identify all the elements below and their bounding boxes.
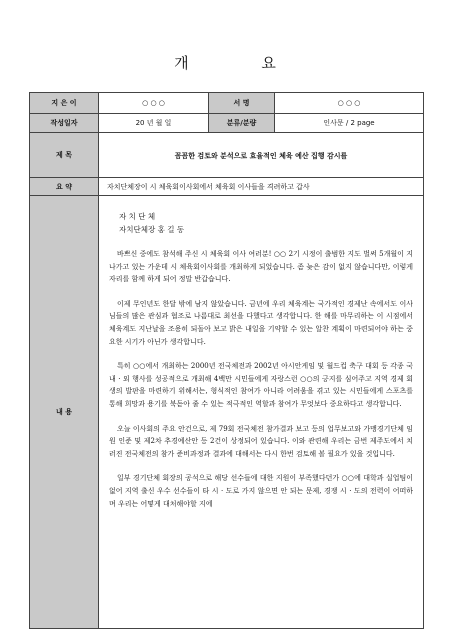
paragraph: 특히 ○○에서 개최하는 2000년 전국체전과 2002년 아시안게임 및 월드컵 축구 대회 등 각종 국내 · 외 행사를 성공적으로 개최해 4백만 시민들에게 자랑스런 ○○의 긍지를 심어주고 지역 경제 회생의 발판을 마련하기 위해서는, 형식적인 참여가 아니라 어려움을 겪고 있는 시민들에게 스포츠를 통해 희망과 용기를 북돋아 줄 수 있는 적극적인 역할과 참여가 무엇보다 중요하다고 생각합니다. [109, 362, 413, 408]
subject-label: 제 목 [30, 133, 99, 178]
signature-value: ○ ○ ○ [275, 93, 424, 114]
writer-label: 지 은 이 [30, 93, 99, 114]
date-label: 작성일자 [30, 114, 99, 133]
sender-org: 자 치 단 체 [119, 212, 156, 221]
summary-value: 자치단체장이 시 체육회이사회에서 체육회 이사들을 격려하고 갑사 [99, 178, 424, 196]
paragraph: 일부 경기단체 회장의 공석으로 해당 선수들에 대한 지원이 부족했다던가 ○○에 대학과 실업팀이 없어 지역 출신 우수 선수들이 타 시 · 도로 가지 않으면 안 되는 문제, 경쟁 시 · 도의 전력이 어떠하며 우리는 어떻게 대처해야할 지에 [109, 474, 413, 508]
writer-value: ○ ○ ○ [99, 93, 209, 114]
sender-name: 자치단체장 홍 길 동 [119, 225, 185, 234]
paragraph: 바쁘신 중에도 참석해 주신 시 체육회 이사 여러분! ○○ 2기 시정이 출범한 지도 벌써 5개월이 지나가고 있는 가운데 시 체육회이사회를 개최하게 되었습니다. 좀 늦은 감이 없지 않습니다만, 이렇게 자리를 함께 하게 되어 정말 반갑습니다. [109, 250, 413, 284]
summary-label: 요 약 [30, 178, 99, 196]
category-value: 인사문 / 2 page [275, 114, 424, 133]
paragraph: 이제 무인년도 한달 밖에 남지 않았습니다. 금년에 우리 체육계는 국가적인 경제난 속에서도 이사님들의 많은 관심과 협조로 나름대로 최선을 다했다고 생각합니다. 한 해를 마무리하는 이 시점에서 체육계도 지난날을 조용히 되돌아 보고 밝은 내일을 기약할 수 있는 알찬 계획이 마련되어야 하는 중요한 시기가 아닌가 생각합니다. [109, 299, 413, 346]
date-value: 20 년 월 일 [99, 114, 209, 133]
document-info-table [29, 92, 424, 629]
content-label: 내 용 [30, 196, 99, 629]
content-body [99, 196, 424, 629]
signature-label: 서 명 [209, 93, 275, 114]
category-label: 분류/분량 [209, 114, 275, 133]
page-title: 개 요 [174, 54, 310, 72]
paragraph: 오늘 이사회의 주요 안건으로, 제 79회 전국체전 참가결과 보고 등의 업무보고와 가맹경기단체 임원 인준 및 제2차 추경예산안 등 2건이 상정되어 있습니다. 이와 관련해 우리는 금번 제주도에서 치러진 전국체전의 참가 준비과정과 결과에 대해서는 다시 한번 검토해 볼 필요가 있을 것입니다. [109, 424, 413, 458]
subject-value: 꼼꼼한 검토와 분석으로 효율적인 체육 예산 집행 감시를 [99, 133, 424, 178]
